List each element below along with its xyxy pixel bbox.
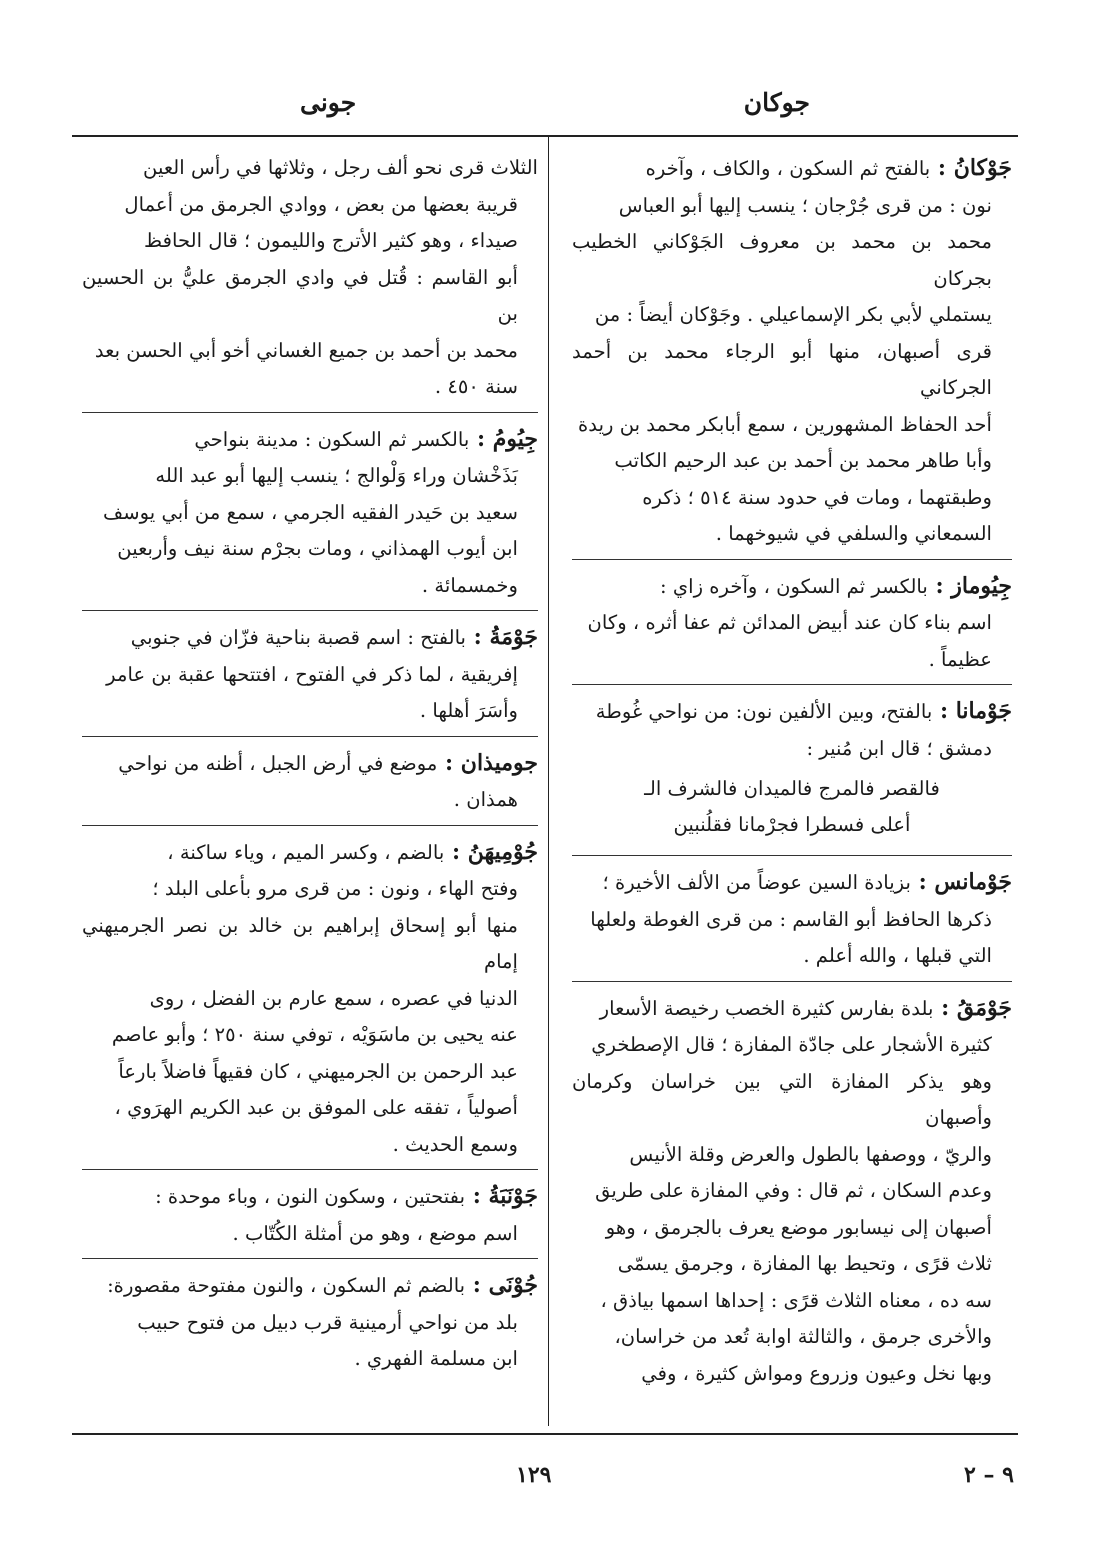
entry-text: أصولياً ، تفقه على الموفق بن عبد الكريم الهرَوي ، (114, 1096, 518, 1119)
entry-headword: جُوْنَى : (465, 1272, 538, 1298)
entry-line (572, 480, 1012, 517)
entry-text: بالكسر ثم السكون ، وآخره زاي : (659, 574, 928, 598)
entry-headword: جَوْمانا : (932, 698, 1012, 724)
dictionary-entry (572, 693, 1012, 856)
dictionary-entry (82, 150, 538, 413)
entry-text: محمد بن أحمد بن جميع الغساني أخو أبي الحسن بعد (94, 338, 518, 362)
entry-line (572, 1356, 1012, 1393)
entry-line (82, 150, 538, 187)
entry-text: وفتح الهاء ، ونون : من قرى مرو بأعلى البلد ؛ (152, 877, 518, 900)
entry-line (82, 693, 538, 730)
verse-line: أعلى فسطرا فجرْمانا فقلُنبين (673, 813, 911, 836)
entry-text: وسمع الحديث . (392, 1132, 518, 1156)
dictionary-entry (82, 1178, 538, 1259)
entry-text: كثيرة الأشجار على جادّة المفازة ؛ قال الإصطخري (591, 1033, 992, 1056)
entry-headword: جَوْكانُ : (930, 155, 1012, 181)
entry-text: عبد الرحمن بن الجرميهني ، كان فقيهاً فاضلاً بارعاً (118, 1059, 518, 1083)
entry-line (572, 443, 1012, 480)
dictionary-entry (82, 745, 538, 826)
entry-text: بلد من نواحي أرمينية قرب دبيل من فتوح حبيب (137, 1310, 518, 1334)
entry-line (82, 1305, 538, 1342)
entry-text: سعيد بن حَيدر الفقيه الجرمي ، سمع من أبي يوسف (102, 500, 518, 524)
entry-line (82, 871, 538, 908)
entry-headword: جِيُومُ : (469, 425, 538, 452)
entry-text: بالضم ، وكسر الميم ، وياء ساكنة ، (167, 840, 445, 864)
entry-line (572, 864, 1012, 902)
entry-text: الثلاث قرى نحو ألف رجل ، وثلاثها في رأس العين (143, 156, 538, 179)
entry-line (82, 908, 538, 981)
entry-headword: جَوْمَقُ : (933, 994, 1012, 1021)
left-column (82, 150, 538, 1392)
entry-line (572, 642, 1012, 679)
entry-line (82, 834, 538, 872)
entry-text: دمشق ؛ قال ابن مُنير : (806, 736, 992, 760)
entry-text: أصبهان إلى نيسابور موضع يعرف بالجرمق ، وهو (605, 1215, 992, 1239)
entry-line (572, 516, 1012, 553)
entry-text: بالفتح، وبين الألفين نون: من نواحي غُوطة (595, 700, 933, 723)
entry-line (82, 333, 538, 370)
entry-line (82, 782, 538, 819)
dictionary-entry (572, 150, 1012, 560)
entry-text: منها أبو إسحاق إبراهيم بن خالد بن نصر الجرميهني إمام (82, 913, 518, 973)
entry-text: موضع في أرض الجبل ، أظنه من نواحي (118, 751, 438, 775)
entry-text: سه ده ، معناه الثلاث قرًى : إحداها اسمها بياذق ، (600, 1288, 992, 1312)
entry-line (572, 1283, 1012, 1320)
entry-text: أبو القاسم : قُتل في وادي الجرمق عليُّ بن الحسين بن (82, 265, 518, 325)
entry-line (82, 495, 538, 532)
entry-text: والريّ ، ووصفها بالطول والعرض وقلة الأنيس (629, 1142, 992, 1166)
entry-headword: جِيُوماز : (927, 572, 1012, 599)
entry-text: بلدة بفارس كثيرة الخصب رخيصة الأسعار (599, 996, 934, 1020)
entry-line (82, 981, 538, 1018)
entry-text: وأبا طاهر محمد بن أحمد بن عبد الرحيم الكاتب (614, 449, 992, 472)
entry-text: بَذَخْشان وراء وَلْوالج ؛ ينسب إليها أبو عبد الله (155, 464, 518, 487)
entry-line (82, 1178, 538, 1216)
entry-text: السمعاني والسلفي في شيوخهما . (715, 522, 992, 545)
entry-headword: جوميذان : (437, 749, 538, 776)
entry-line (572, 1246, 1012, 1283)
footer-rule (72, 1433, 1018, 1435)
running-head-left: جونى (300, 88, 357, 117)
entry-text: بفتحتين ، وسكون النون ، وباء موحدة : (155, 1185, 466, 1208)
entry-line (82, 223, 538, 260)
entry-text: بالفتح : اسم قصبة بناحية فزّان في جنوبي (130, 626, 467, 649)
entry-line (572, 1064, 1012, 1137)
entry-text: عنه يحيى بن ماسَوَيْه ، توفي سنة ٢٥٠ ؛ وأبو عاصم (111, 1023, 518, 1046)
entry-line (82, 531, 538, 568)
entry-line (572, 902, 1012, 939)
entry-text: يستملي لأبي بكر الإسماعيلي . وجَوْكان أيضاً : من (594, 303, 992, 326)
entry-text: الدنيا في عصره ، سمع عارم بن الفضل ، روى (149, 986, 518, 1010)
entry-text: اسم موضع ، وهو من أمثلة الكُتّاب . (232, 1221, 518, 1245)
entry-text: بالكسر ثم السكون : مدينة بنواحي (194, 427, 470, 451)
entry-line (572, 188, 1012, 225)
signature-mark: ٩ – ٢ (964, 1462, 1014, 1488)
entry-line (82, 1090, 538, 1127)
entry-text: نون : من قرى جُرْجان ؛ ينسب إليها أبو العباس (618, 193, 992, 217)
entry-text: وعدم السكان ، ثم قال : وفي المفازة على طريق (595, 1179, 992, 1202)
entry-line (572, 150, 1012, 188)
entry-text: همذان . (453, 788, 518, 811)
entry-line (82, 1054, 538, 1091)
entry-text: التي قبلها ، والله أعلم . (803, 944, 992, 967)
entry-text: ذكرها الحافظ أبو القاسم : من قرى الغوطة ولعلها (590, 907, 992, 931)
entry-text: أحد الحفاظ المشهورين ، سمع أبابكر محمد بن ريدة (578, 412, 992, 436)
entry-line (572, 731, 1012, 768)
entry-text: ثلاث قرًى ، وتحيط بها المفازة ، وجرمق يسمّى (617, 1252, 992, 1275)
entry-headword: جَوْمَةُ : (466, 624, 538, 650)
entry-text: سنة ٤٥٠ . (434, 375, 518, 398)
entry-line (82, 1017, 538, 1054)
entry-text: بالضم ثم السكون ، والنون مفتوحة مقصورة: (107, 1274, 466, 1297)
entry-line (572, 693, 1012, 731)
entry-line (82, 619, 538, 657)
running-head-right: جوكان (743, 88, 810, 117)
poetry-verse (572, 771, 1012, 843)
entry-text: ابن أيوب الهمذاني ، ومات بجرْم سنة نيف وأربعين (117, 537, 518, 560)
entry-text: إفريقية ، لما ذكر في الفتوح ، افتتحها عقبة بن عامر (106, 662, 518, 686)
entry-text: اسم بناء كان عند أبيض المدائن ثم عفا أثره ، وكان (587, 611, 992, 634)
entry-line (82, 1341, 538, 1378)
header-rule (72, 135, 1018, 137)
dictionary-entry (82, 619, 538, 737)
entry-line (82, 1267, 538, 1305)
entry-text: وأسَرَ أهلها . (419, 699, 518, 722)
entry-line (82, 1127, 538, 1164)
entry-line (572, 1210, 1012, 1247)
dictionary-entry (572, 864, 1012, 982)
entry-text: وهو يذكر المفازة التي بين خراسان وكرمان وأصبهان (572, 1069, 992, 1129)
dictionary-entry (82, 421, 538, 612)
entry-line (572, 1319, 1012, 1356)
entry-text: بزيادة السين عوضاً من الألف الأخيرة ؛ (602, 871, 911, 894)
entry-line (82, 187, 538, 224)
entry-headword: جُوْمِيهَنُ : (444, 838, 538, 865)
entry-text: محمد بن محمد بن معروف الجَوْكاني الخطيب بجركان (572, 230, 992, 290)
verse-line: فالقصر فالمرج فالميدان فالشرف الـ (644, 777, 940, 800)
entry-line (572, 297, 1012, 334)
right-column (572, 150, 1012, 1406)
column-divider (548, 136, 549, 1426)
entry-line (82, 657, 538, 694)
entry-line (572, 1027, 1012, 1064)
entry-text: قرى أصبهان، منها أبو الرجاء محمد بن أحمد الجركاني (572, 339, 992, 399)
entry-text: وبها نخل وعيون وزروع ومواش كثيرة ، وفي (641, 1361, 992, 1385)
entry-text: ابن مسلمة الفهري . (354, 1347, 518, 1370)
dictionary-entry (82, 834, 538, 1171)
entry-text: عظيماً . (928, 647, 992, 671)
entry-line (82, 1216, 538, 1253)
entry-headword: جَوْنَبَةُ : (465, 1183, 538, 1209)
dictionary-entry (572, 990, 1012, 1399)
entry-text: والأخرى جرمق ، والثالثة اوابة تُعد من خراسان، (614, 1325, 992, 1348)
entry-text: وطبقتهما ، ومات في حدود سنة ٥١٤ ؛ ذكره (642, 485, 992, 509)
entry-line (82, 745, 538, 783)
entry-line (572, 224, 1012, 297)
entry-text: صيداء ، وهو كثير الأترج والليمون ؛ قال الحافظ (144, 229, 518, 252)
entry-line (572, 605, 1012, 642)
entry-text: قريبة بعضها من بعض ، ووادي الجرمق من أعمال (124, 192, 518, 216)
entry-line (82, 369, 538, 406)
entry-line (82, 568, 538, 605)
entry-text: بالفتح ثم السكون ، والكاف ، وآخره (645, 157, 931, 180)
entry-line (572, 1137, 1012, 1174)
dictionary-entry (572, 568, 1012, 686)
entry-line (82, 260, 538, 333)
entry-line (572, 334, 1012, 407)
page-number: ١٢٩ (516, 1462, 552, 1488)
entry-line (82, 458, 538, 495)
dictionary-entry (82, 1267, 538, 1384)
entry-text: وخمسمائة . (421, 573, 518, 597)
entry-line (572, 568, 1012, 606)
entry-line (82, 421, 538, 459)
entry-line (572, 938, 1012, 975)
entry-line (572, 407, 1012, 444)
entry-line (572, 990, 1012, 1028)
entry-headword: جَوْمانس : (910, 869, 1012, 895)
entry-line (572, 1173, 1012, 1210)
